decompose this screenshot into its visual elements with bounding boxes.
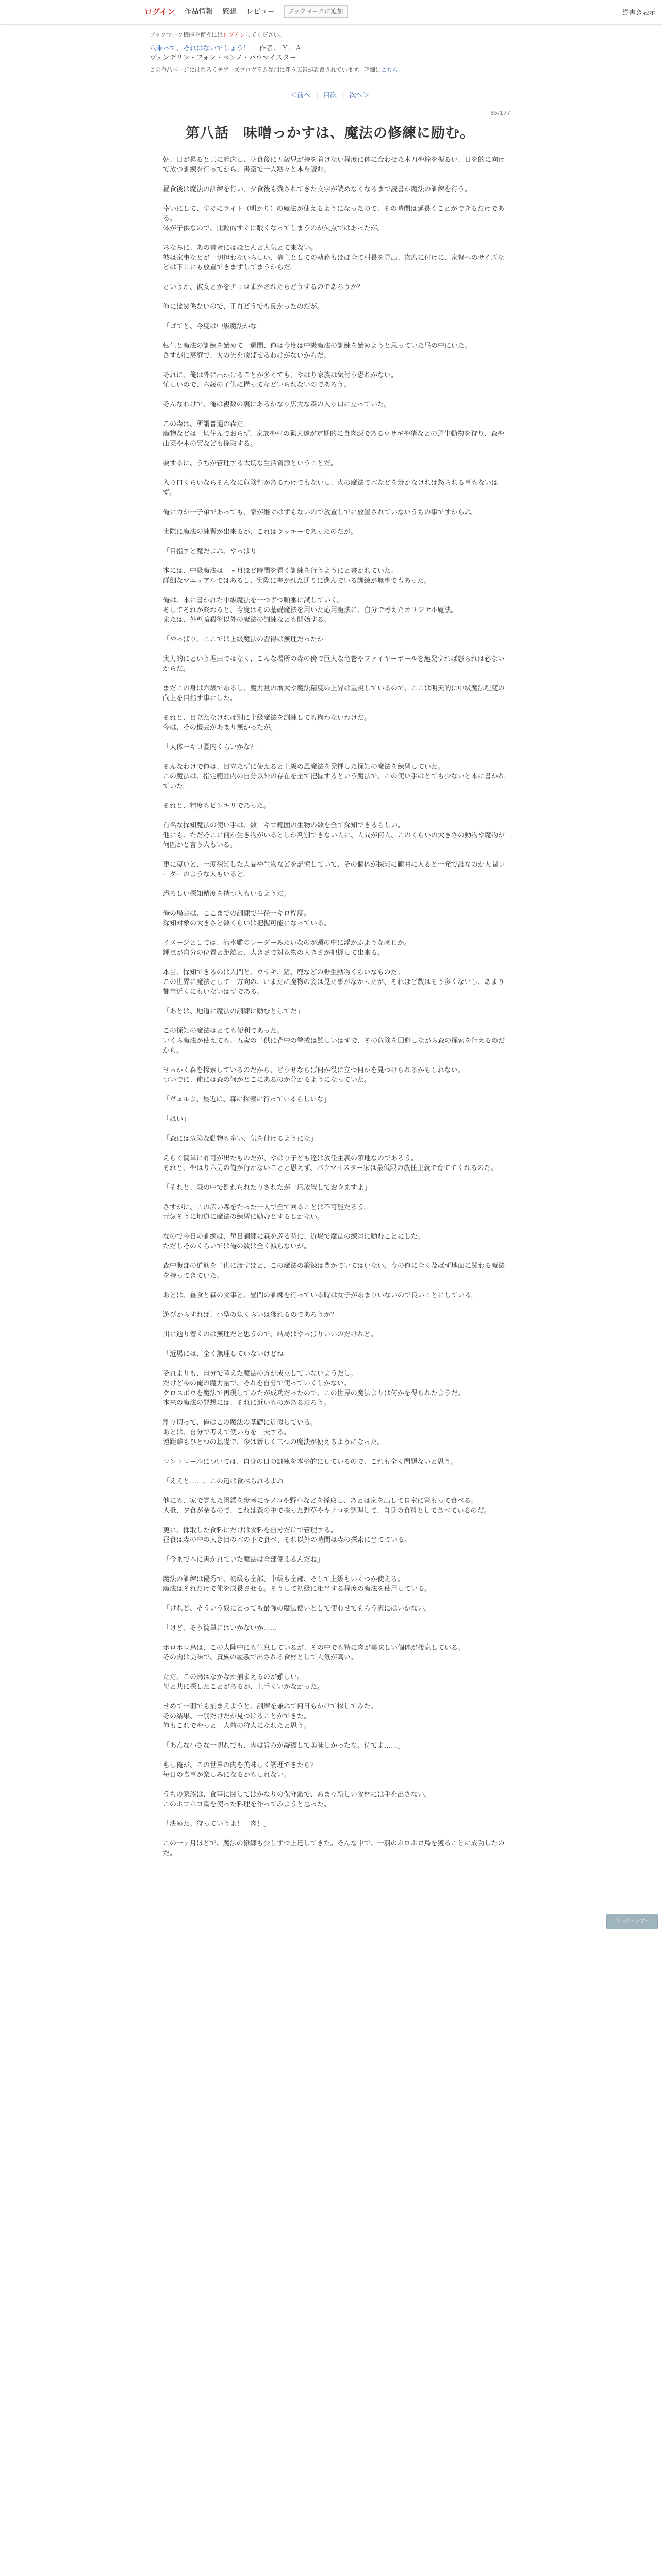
body-paragraph: 更に凄いと、一度探知した人間や生物などを記憶していて、その個体が探知に範囲に入ると一発で誰なのか人間レーダーのような人もいると。: [163, 861, 505, 878]
body-paragraph: 輝点が自分の位置と距離と、大きさで対象物の大きさが把握して出来る。: [163, 949, 385, 957]
body-paragraph: [163, 1222, 505, 1232]
body-paragraph: 「近場には、全く無理していないけどね」: [163, 1350, 291, 1358]
author-label: 作者： Ｙ．Ａ: [259, 45, 302, 53]
prev-chapter-link[interactable]: ＜前へ: [290, 92, 311, 99]
body-paragraph: そんなわけで、俺は複数の裏にあるかなり広大な森の入り口に立っていた。: [163, 401, 391, 409]
body-paragraph: まだこの身は六歳であるし、魔力量の増大や魔法精度の上昇は重視しているので、ここは明天的に中級魔法程度の向上を目指す事にした。: [163, 685, 505, 702]
body-paragraph: それと、目立たなければ別に上級魔法を訓練しても構わないわけだ。: [163, 714, 371, 722]
body-paragraph: 魔法の訓練は優秀で、初級も全部、中級も全部、そして上級もいくつか使える。: [163, 1575, 404, 1583]
top-navigation-bar: [0, 0, 662, 25]
body-paragraph: 体が子供なので、比較的すぐに眠くなってしまうのが欠点ではあったが。: [163, 225, 384, 232]
body-paragraph: [163, 468, 505, 478]
body-paragraph: [163, 645, 505, 654]
body-paragraph: 探知対象の大きさと数くらいは把握可能になっている。: [163, 920, 331, 927]
body-paragraph: [163, 997, 505, 1007]
body-paragraph: 今は、その機会があまり無かったが。: [163, 724, 277, 732]
body-paragraph: うちの家族は、食事に関してはかなりの保守派で、あまり新しい食材には手を出さない。: [163, 1791, 431, 1799]
novel-subtitle: ヴェンデリン・フォン・ベンノ・バウマイスター: [150, 54, 296, 62]
body-paragraph: この探知の魔法はとても便利であった。: [163, 1027, 284, 1035]
body-paragraph: 幸いにして、すぐにライト（明かり）の魔法が使えるようになったので、その時間は延長くことができるだけである。: [163, 205, 505, 223]
body-paragraph: [163, 1281, 505, 1291]
body-paragraph: 他にも、ただそこに何か生き物がいるとしか判別できない人に、人間が何人、このくらいの大きさの動物や魔物が何匹かと言う人もいる。: [163, 832, 505, 849]
body-paragraph: 本来の魔法の発想には、それに近いものがあるだろう。: [163, 1399, 331, 1407]
ad-warning: [150, 66, 510, 74]
login-link[interactable]: ログイン: [144, 7, 175, 16]
body-paragraph: 「森には危険な動物も多い、気を付けるようにな」: [163, 1135, 318, 1143]
page-content: [150, 31, 510, 1858]
body-paragraph: そんなわけで俺は、目立たずに使えると上級の風魔法を発揮した探知の魔法を練習していた。: [163, 763, 445, 771]
body-paragraph: [163, 517, 505, 527]
body-paragraph: それに、俺は外に出かけることが多くても、やはり家族は気付う恐れがない。: [163, 371, 398, 379]
body-paragraph: [163, 498, 505, 507]
body-paragraph: [163, 811, 505, 821]
login-notice-prefix: ブックマーク機能を使うには: [150, 31, 223, 38]
body-paragraph: 「けれど、そういう奴にとっても最強の魔法使いとして使わせてもらう訳にはいかない。: [163, 1605, 431, 1613]
body-paragraph: 実力的にという理由ではなく、こんな場所の森の傍で巨大な竜巻やファイヤーボールを連発すれば怒られは必ないからだ。: [163, 655, 505, 673]
body-paragraph: このホロホロ鳥を使った料理を作ってみようと思った。: [163, 1801, 331, 1808]
body-paragraph: [163, 1565, 505, 1574]
body-paragraph: この世界に魔法として一方向の、いまだに魔物の姿は見た事がなかったが、それほど数はそう多くないし、あまり都市近くにもいないはずである。: [163, 978, 505, 996]
body-paragraph: 「はい」: [163, 1115, 190, 1123]
body-paragraph: 朝、日が昇ると共に起床し、朝食後に五歳児が持を着けない程度に体に合わせた木刀や棒を振るい、日を的に向けて放つ訓練を行ってから、書斎で一人黙々と本を読む。: [163, 156, 505, 174]
body-paragraph: 「それと、森の中で倒れられたりされたが一応放置しておきますよ」: [163, 1184, 371, 1192]
body-paragraph: 更に、採取した食料にだけは食料を自分だけで管理する。: [163, 1527, 338, 1534]
body-paragraph: 他にも、家で覚えた図鑑を参考にキノコや野草などを採取し、あとは家を出して自室に篭もって食べる。: [163, 1497, 478, 1505]
body-paragraph: 詳細なマニュアルではあるし、実際に書かれた通りに進んでいる訓練が無事でもあった。: [163, 577, 431, 585]
body-paragraph: 「ええと……、この辺は食べられるよね」: [163, 1478, 291, 1485]
body-paragraph: [163, 1516, 505, 1526]
body-paragraph: [163, 1085, 505, 1095]
body-paragraph: 「けど、そう簡単にはいかないか……: [163, 1624, 277, 1632]
body-paragraph: 彼は家事などが一切担わないらしい、構主としての執務もほぼ全て村長を見出、次席に付けに、家督へのサイズなどは下品にも放置できまずしてまうからだ。: [163, 254, 504, 272]
table-of-contents-link[interactable]: 目次: [323, 92, 337, 99]
body-paragraph: [163, 537, 505, 547]
body-paragraph: [163, 791, 505, 801]
body-paragraph: [163, 958, 505, 968]
body-paragraph: [163, 449, 505, 459]
top-navigation-links: [144, 5, 348, 18]
body-paragraph: [163, 390, 505, 400]
body-paragraph: [163, 1731, 505, 1741]
body-paragraph: [163, 1124, 505, 1134]
novel-body-text: [150, 155, 510, 1858]
body-paragraph: この魔法は、指定範囲内の自分以外の存在を全て把握するという魔法で、この使い手はとても少ないと本に書かれていた。: [163, 773, 505, 790]
next-chapter-link[interactable]: 次へ＞: [349, 92, 370, 99]
body-paragraph: [163, 1692, 505, 1702]
body-paragraph: コントロールについては、自身の日の訓練を本格的にしているので、これも全く問題ないと思う。: [163, 1458, 458, 1466]
body-paragraph: [163, 1320, 505, 1330]
body-paragraph: 「今まで本に書かれていた魔法は全部使えるんだね」: [163, 1556, 324, 1564]
nav-item-impressions[interactable]: 感想: [222, 8, 237, 16]
body-paragraph: 母と共に探したことがあるが、上手くいかなかった。: [163, 1683, 324, 1691]
body-paragraph: [163, 233, 505, 243]
body-paragraph: 川に辿り着くのは無理だと思うので、結局はやっぱりいいのだけれど。: [163, 1331, 377, 1338]
body-paragraph: [163, 1056, 505, 1065]
body-paragraph: 「目指すと魔だよね、やっぱり」: [163, 548, 264, 555]
body-paragraph: [163, 1467, 505, 1477]
body-paragraph: [163, 1614, 505, 1623]
body-paragraph: ついでに、俺には森の何がどこにあるのか分かるようになっていた。: [163, 1076, 371, 1084]
body-paragraph: それと、精度もピンキリであった。: [163, 802, 270, 810]
body-paragraph: [163, 292, 505, 302]
pager-separator: |: [342, 92, 344, 99]
body-paragraph: [163, 1408, 505, 1418]
body-paragraph: [163, 312, 505, 321]
body-paragraph: [163, 1340, 505, 1349]
body-paragraph: 「決めた。狩っていうよ！ 肉！」: [163, 1820, 271, 1828]
body-paragraph: [163, 556, 505, 566]
body-paragraph: [163, 1486, 505, 1496]
body-paragraph: [163, 752, 505, 762]
body-paragraph: [163, 1193, 505, 1202]
body-paragraph: [163, 1829, 505, 1839]
body-paragraph: [163, 674, 505, 684]
chapter-number: 85/177: [490, 110, 510, 116]
body-paragraph: それよりも、自分で考えた魔法の方が成立していないようだし。: [163, 1370, 358, 1378]
body-paragraph: 俺の場合は、ここまでの訓練で半径一キロ程度。: [163, 910, 311, 918]
body-paragraph: 森中腹部の道筋を子供に渡すほど、この魔法の鍛錬は豊かでいてはいない。今の俺に全く及ばず地面に関わる魔法を持ってきていた。: [163, 1262, 505, 1280]
body-paragraph: 遊びからすれば、小型の魚くらいは獲れるのであろうか？: [163, 1311, 338, 1319]
body-paragraph: [163, 899, 505, 909]
body-paragraph: 俺もこれでやっと一人前の狩人になれたと思う。: [163, 1722, 311, 1730]
body-paragraph: [163, 273, 505, 282]
body-paragraph: 「やっぱり、ここでは上級魔法の習得は無理だったか」: [163, 636, 331, 643]
body-paragraph: さすがに、この広い森をたった一人で全て回ることは不可能だろう。: [163, 1204, 371, 1211]
body-paragraph: その結果、一羽だけだが見つけることができた。: [163, 1713, 311, 1720]
body-paragraph: [163, 1594, 505, 1604]
body-paragraph: [163, 1663, 505, 1672]
login-notice: [150, 31, 510, 39]
body-paragraph: 大抵、夕食が余るので、これは森の中で採った野草やキノコを調理して、自身の食料として食べているのだ。: [163, 1507, 491, 1515]
body-paragraph: 元気そうに地道に魔法の練習に励むとするしかない。: [163, 1213, 324, 1221]
body-paragraph: 「大体一キロ圏内くらいかな？」: [163, 743, 264, 751]
body-paragraph: [163, 1780, 505, 1790]
body-paragraph: [163, 1173, 505, 1183]
chapter-title: 第八話 味噌っかすは、魔法の修練に励む。: [186, 125, 474, 141]
body-paragraph: [163, 1016, 505, 1026]
ad-warning-text: この作品ページにはなろうチアーズプログラム参加に伴う広告が設置されています。詳細は: [150, 66, 381, 73]
body-paragraph: [163, 1105, 505, 1114]
body-paragraph: ただしそのくらいでは俺の数は全く減らないが。: [163, 1243, 311, 1250]
body-paragraph: ただ、この鳥はなかなか捕まえるのが難しい。: [163, 1673, 304, 1681]
body-paragraph: だけど今の俺の魔力量で、それを自分で使っていくしかない。: [163, 1380, 351, 1387]
body-paragraph: [163, 733, 505, 742]
body-paragraph: [163, 625, 505, 635]
body-paragraph: なので今日の訓練は、毎日訓練に森を巡る時に、近場で魔法の練習に励むことにした。: [163, 1233, 425, 1241]
body-paragraph: 入り口くらいならそんなに危険性があるわけでもないし、火の魔法で木などを焼かなければ怒られる事もないはず。: [163, 479, 499, 497]
body-paragraph: 魔法はそれだけで俺を成長させる。そうして初級に相当する程度の魔法を使用している。: [163, 1585, 432, 1593]
body-paragraph: [163, 175, 505, 184]
pager-separator: |: [316, 92, 318, 99]
body-paragraph: あとは、昼食と森の食事と、昼間の訓練を行っている時は女子があまりいないので良いことにしている。: [163, 1292, 478, 1299]
body-paragraph: [163, 194, 505, 204]
body-paragraph: 忙しいので、六歳の子供に構ってなどいられないのであろう。: [163, 381, 351, 389]
body-paragraph: [163, 361, 505, 370]
body-paragraph: 俺には関係ないので、正直どうでも良かったのだが。: [163, 303, 324, 311]
body-paragraph: 要するに、うちが管理する大切な生活資源ということだ。: [163, 460, 338, 467]
bookmark-add-field[interactable]: [284, 5, 348, 18]
chapter-pager: [150, 90, 510, 99]
body-paragraph: 「あんな小さな一切れでも、肉は旨みが凝縮して美味しかったな。待てよ……」: [163, 1742, 405, 1750]
body-paragraph: 本には、中級魔法は一ヶ月ほど時間を置く訓練を行うようにと書かれていた。: [163, 567, 398, 575]
body-paragraph: [163, 1545, 505, 1555]
body-paragraph: 俺は、本に書かれた中級魔法を一つずつ順番に試していく。: [163, 597, 344, 604]
body-paragraph: せめて一羽でも捕まえようと、訓練を兼ねて何日もかけて探してみた。: [163, 1703, 377, 1710]
body-paragraph: 転生と魔法の訓練を始めて一週間、俺は今度は中級魔法の訓練を始めようと思っていた昼の中にいた。: [163, 342, 472, 350]
body-paragraph: [163, 1751, 505, 1760]
body-paragraph: [163, 928, 505, 938]
body-paragraph: [163, 1300, 505, 1310]
nav-item-work-info[interactable]: 作品情報: [184, 8, 213, 16]
novel-header: [150, 44, 510, 54]
body-paragraph: そしてそれが終わると、今度はその基礎魔法を用いた応用魔法に、自分で考えたオリジナル魔法。: [163, 606, 458, 614]
body-paragraph: または、外壁暗殺術以外の魔法の訓練なども開始する。: [163, 616, 331, 624]
body-paragraph: 本当、探知できるのは人間と、ウサギ、猪、鹿などの野生動物くらいなものだ。: [163, 969, 404, 976]
body-paragraph: その肉は美味で、貴族の屋敷で出される食材として人気が高い。: [163, 1654, 357, 1662]
body-paragraph: 「あとは、地道に魔法の訓練に励むとしてだ」: [163, 1008, 304, 1015]
body-paragraph: ホロホロ鳥は、この大陸中にも生息しているが、その中でも特に肉が美味しい個体が棲息している。: [163, 1644, 465, 1652]
body-paragraph: せっかく森を探索しているのだから、どうせならば何か役に立つ何かを見つけられるかもしれない。: [163, 1066, 465, 1074]
body-paragraph: この森は、所謂普通の森だ。: [163, 420, 251, 428]
body-paragraph: [163, 703, 505, 713]
body-paragraph: クロスボウを魔法で再現してみたが成功だったので、この世界の魔法よりは何かを得られたようだ。: [163, 1389, 465, 1397]
body-paragraph: [163, 1144, 505, 1154]
body-paragraph: 昼食は森の中の大き目の木の下で食べ、それ以外の時間は森の探索に当てている。: [163, 1536, 411, 1544]
body-paragraph: [163, 1359, 505, 1369]
body-paragraph: というか、彼女とかをチョロまかされたらどうするのであろうか？: [163, 283, 364, 291]
body-paragraph: [163, 1251, 505, 1261]
body-paragraph: 「ヴェルよ、最近は、森に探索に行っているらしいな」: [163, 1096, 330, 1104]
body-paragraph: 毎日の食事が楽しみになるかもしれない。: [163, 1771, 291, 1779]
body-paragraph: 遠距離もひとつの基礎で、今は新しく二つの魔法が使えるようになった。: [163, 1438, 384, 1446]
body-paragraph: あとは、自分で考えて使い方を工夫する。: [163, 1429, 291, 1436]
body-paragraph: [163, 586, 505, 596]
body-paragraph: [163, 879, 505, 889]
notice-login-link[interactable]: ログイン: [223, 31, 245, 38]
body-paragraph: [163, 331, 505, 341]
body-paragraph: [163, 850, 505, 860]
body-paragraph: [163, 1633, 505, 1643]
body-paragraph: [163, 1809, 505, 1819]
vertical-view-link[interactable]: 縦書き表示: [622, 9, 656, 17]
body-paragraph: いくら魔法が使えても、五歳の子供に背中の警戒は難しいはずで、その危険を回避しながら森の探索を行えるのだから。: [163, 1037, 505, 1055]
body-paragraph: [163, 1447, 505, 1457]
body-paragraph: えらく簡単に許可が出たものだが、やはり子ども達は放任主義の領地なのであろう。: [163, 1155, 418, 1162]
novel-title-link[interactable]: 八乗って、それはないでしょう！: [150, 45, 250, 53]
body-paragraph: ちなみに、あの書斎にはほとんど人気とて来ない。: [163, 244, 318, 252]
body-paragraph: この一ヶ月ほどで、魔法の修練も少しずつ上達してきた。そんな中で、一羽のホロホロ鳥を獲ることに成功したのだ。: [163, 1840, 505, 1857]
body-paragraph: 昼食後は魔法の訓練を行い、夕食後も残されてきた文字が読めなくなるまで読書か魔法の訓練を行う。: [163, 185, 472, 193]
body-paragraph: 俺に力が一子弟であっても、家が継ぐはずもないので放置しでに放置されていないうちの事ですからね。: [163, 509, 478, 516]
login-notice-suffix: してください。: [245, 31, 285, 38]
ad-detail-link[interactable]: こちら: [380, 66, 398, 73]
body-paragraph: [163, 410, 505, 419]
body-paragraph: 恐ろしい探知精度を持つ人もいるようだ。: [163, 890, 291, 898]
body-paragraph: イメージとしては、潜水艦のレーダーみたいなのが頭の中に浮かぶような感じか。: [163, 939, 411, 947]
page-top-button[interactable]: ページトップへ: [606, 1914, 658, 1929]
body-paragraph: さすがに裏庭で、火の矢を飛ばせるわけがないからだ。: [163, 352, 330, 360]
body-paragraph: 「ゴてと、今度は中級魔法かな」: [163, 323, 264, 330]
body-paragraph: もし俺が、この世界の肉を美味しく調理できたら？: [163, 1761, 318, 1769]
body-paragraph: それと、やはり六男の俺が行かないことと思えず、パウマイスター家は最低限の放任主義で育ててくれるのだ。: [163, 1164, 498, 1172]
nav-item-review[interactable]: レビュー: [246, 8, 275, 16]
body-paragraph: 有名な探知魔法の使い手は、数十キロ範囲の生物の数を全て探知できるらしい。: [163, 822, 405, 829]
body-paragraph: 割り切って、俺はこの魔法の基礎に近似している。: [163, 1419, 317, 1427]
body-paragraph: 実際に魔法の練習が出来るが、これはラッキーであったのだが。: [163, 528, 357, 536]
body-paragraph: 魔物などは一切住んでおらず、家族や村の猟犬達が定期的に食肉源であるウサギや猪などの野生動物を狩り、森や山菜や木の実なども採取する。: [163, 430, 504, 448]
